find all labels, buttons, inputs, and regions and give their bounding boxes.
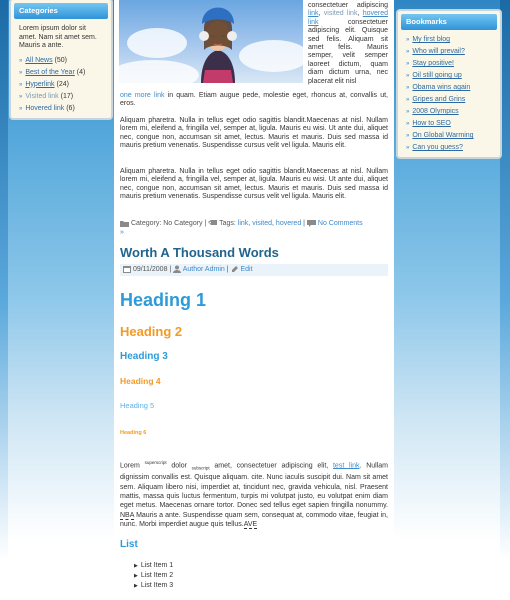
tag-link[interactable]: hovered [275, 220, 302, 227]
bookmark-item[interactable] [406, 70, 494, 82]
separator-text: , [318, 10, 324, 18]
superscript-text: superscript [144, 460, 167, 465]
bookmark-item[interactable] [406, 46, 494, 58]
inline-link[interactable]: link [308, 10, 319, 18]
bookmark-link[interactable]: Obama wins again [412, 84, 471, 91]
lorem-paragraph [120, 458, 388, 530]
triangle-bullet-icon: ▶ [134, 563, 138, 569]
lorem-body-text: . Nullam dignissim convallis est. Quisque aliquam. cite. Nunc iaculis suscipit dui. Nam sit amet sem. Aliquam libero nisi, imperdiet at, tincidunt nec, gravida vehicula, nisl. Praesent mattis, massa quis luctus fermentum, turpis mi volutpat justo, eu volutpat enim diam eget metus. Maecenas ornare tortor. Donec sed tellus eget sapien fringilla nonummy. [120, 462, 388, 510]
abbreviation: NBA [120, 511, 135, 519]
bookmark-item[interactable] [406, 142, 494, 154]
bookmark-item[interactable] [406, 82, 494, 94]
heading-2: Heading 2 [120, 324, 183, 339]
double-chevron-icon: » [406, 73, 410, 79]
bookmarks-widget [396, 9, 502, 159]
triangle-bullet-icon: ▶ [134, 583, 138, 589]
bookmark-link[interactable]: Oil still going up [412, 72, 462, 79]
bookmarks-list [398, 30, 500, 158]
double-chevron-icon: » [406, 61, 410, 67]
list-item-text: List Item 2 [140, 572, 174, 579]
subscript-text: subscript [191, 465, 210, 471]
inline-visited-link[interactable]: visited link [323, 10, 358, 18]
heading-6: Heading 6 [120, 430, 147, 436]
comments-link[interactable]: No Comments [317, 220, 363, 227]
list-item [134, 581, 173, 591]
heading-3: Heading 3 [120, 351, 168, 362]
category-link[interactable]: All News [25, 56, 53, 64]
abbreviation: AVE [243, 521, 258, 529]
post-image [119, 0, 303, 83]
lorem-text: Lorem [120, 462, 145, 470]
bookmark-item[interactable] [406, 130, 494, 142]
category-count: (50) [54, 56, 67, 64]
bookmark-link[interactable]: 2008 Olympics [412, 108, 459, 115]
bookmark-link[interactable]: On Global Warming [412, 132, 474, 139]
double-chevron-icon: » [406, 85, 410, 91]
double-chevron-icon: » [406, 133, 410, 139]
tag-link[interactable]: link [237, 220, 249, 227]
tag-link[interactable]: visited [252, 220, 273, 227]
category-item[interactable] [19, 103, 105, 115]
bookmark-item[interactable] [406, 118, 494, 130]
triangle-bullet-icon: ▶ [134, 573, 138, 579]
double-chevron-icon: » [19, 93, 23, 100]
intro-paragraph-tail [120, 92, 388, 109]
double-chevron-icon: » [406, 109, 410, 115]
double-chevron-icon: » [19, 57, 23, 64]
list-item-text: List Item 1 [140, 562, 174, 569]
bookmark-item[interactable] [406, 58, 494, 70]
bookmark-item[interactable] [406, 106, 494, 118]
intro-text: consectetuer adipiscing [308, 2, 388, 9]
category-item[interactable] [19, 79, 105, 91]
category-count: (6) [66, 104, 75, 112]
double-chevron-icon: » [406, 49, 410, 55]
more-arrow-link[interactable]: » [120, 229, 124, 236]
list-item [134, 561, 173, 571]
bullet-list [134, 561, 173, 591]
list-item [134, 571, 173, 581]
page-background-left [0, 0, 8, 600]
lorem-text: dolor [166, 462, 192, 470]
post-title[interactable]: Worth A Thousand Words [120, 245, 279, 260]
list-item-text: List Item 3 [140, 582, 174, 589]
post-date: 09/11/2008 [132, 266, 168, 273]
lorem-body-text: Mauris a ante. Suspendisse quam sem, consequat at, commodo vitae, feugiat in, nunc. Morbi imperdiet augue quis tellus. [120, 511, 388, 529]
tag-icon [208, 220, 217, 227]
post-meta-footer: Category: No Category | Tags: link, visited, hovered | No Comments » [120, 220, 363, 236]
categories-title: Categories [14, 3, 108, 19]
intro-tail-text: in quam. Etiam augue pede, molestie eget, rhoncus at, convallis ut, eros. [120, 92, 388, 108]
portrait-illustration [187, 0, 249, 83]
bookmark-link[interactable]: Gripes and Grins [412, 96, 466, 103]
categories-intro: Lorem ipsum dolor sit amet. Nam sit amet sem. Mauris a ante. [19, 25, 97, 49]
main-content [114, 0, 394, 600]
separator-text: , [357, 10, 363, 18]
double-chevron-icon: » [19, 69, 23, 76]
body-paragraph-1: Aliquam pharetra. Nulla in tellus eget odio sagittis blandit.Maecenas at nisl. Nullam lorem mi, eleifend a, fringilla vel, semper at, ligula. Mauris eu wisi. Ut ante dui, aliquet nec, congue non, accumsan sit amet, lectus. Mauris et mauris. Duis sed massa id mauris pretium venenatis. Suspendisse cursus velit vel ligula. Mauris elit. [120, 117, 388, 150]
category-count: (17) [60, 92, 74, 100]
heading-5: Heading 5 [120, 401, 155, 410]
category-value: No Category [163, 220, 203, 227]
edit-link[interactable]: Edit [240, 266, 253, 273]
user-icon [173, 265, 181, 273]
category-label: Category: [130, 220, 164, 227]
category-item[interactable] [19, 67, 105, 79]
category-link[interactable]: Hovered link [25, 104, 65, 112]
category-link[interactable]: Best of the Year [25, 68, 75, 76]
intro-paragraph-right [308, 2, 388, 86]
body-paragraph-2: Aliquam pharetra. Nulla in tellus eget odio sagittis blandit.Maecenas at nisl. Nullam lorem mi, eleifend a, fringilla vel, semper at, ligula. Mauris eu wisi. Ut ante dui, aliquet nec, congue non, accumsan sit amet, lectus. Mauris et mauris. Duis sed massa id mauris pretium venenatis. Suspendisse cursus velit vel ligula. Mauris elit. [120, 168, 388, 201]
category-count: (4) [76, 68, 86, 76]
category-item[interactable] [19, 91, 105, 103]
list-heading: List [120, 539, 138, 550]
bookmark-link[interactable]: Can you guess? [412, 144, 463, 151]
calendar-icon [123, 265, 131, 273]
post-info-bar: 09/11/2008 | Author Admin | Edit [120, 264, 388, 276]
double-chevron-icon: » [406, 97, 410, 103]
heading-1: Heading 1 [120, 290, 207, 310]
test-link[interactable]: test link [332, 462, 360, 470]
lorem-text: amet, consectetuer adipiscing elit, [209, 462, 333, 470]
bookmark-link[interactable]: My first blog [412, 36, 451, 43]
categories-widget [9, 0, 113, 120]
tags-label: Tags: [219, 220, 238, 227]
folder-icon [120, 220, 129, 227]
double-chevron-icon: » [19, 105, 23, 112]
category-link[interactable]: Hyperlink [25, 80, 55, 88]
category-count: (24) [56, 80, 69, 88]
double-chevron-icon: » [19, 81, 23, 88]
double-chevron-icon: » [406, 121, 410, 127]
edit-icon [231, 265, 239, 273]
inline-hovered-link[interactable]: hovered link [308, 10, 389, 26]
categories-list [11, 53, 111, 119]
intro-text-continued: consectetuer adipiscing elit. Quisque sed felis. Aliquam sit amet felis. Mauris semper, velit semper laoreet dictum, quam diam dictum urna, nec placerat elit nisl [308, 18, 388, 85]
bookmark-link[interactable]: Who will prevail? [412, 48, 465, 55]
double-chevron-icon: » [406, 37, 410, 43]
post-author-link[interactable]: Author Admin [182, 266, 225, 273]
heading-4: Heading 4 [120, 376, 161, 386]
bookmarks-title: Bookmarks [401, 14, 497, 30]
inline-link-more[interactable]: one more link [120, 92, 165, 99]
category-item[interactable] [19, 55, 105, 67]
category-link[interactable]: Visited link [25, 92, 59, 100]
bookmark-link[interactable]: Stay positive! [412, 60, 454, 67]
bookmark-link[interactable]: How to SEO [412, 120, 451, 127]
double-chevron-icon: » [406, 145, 410, 151]
bookmark-item[interactable] [406, 34, 494, 46]
bookmark-item[interactable] [406, 94, 494, 106]
comment-icon [307, 220, 316, 227]
